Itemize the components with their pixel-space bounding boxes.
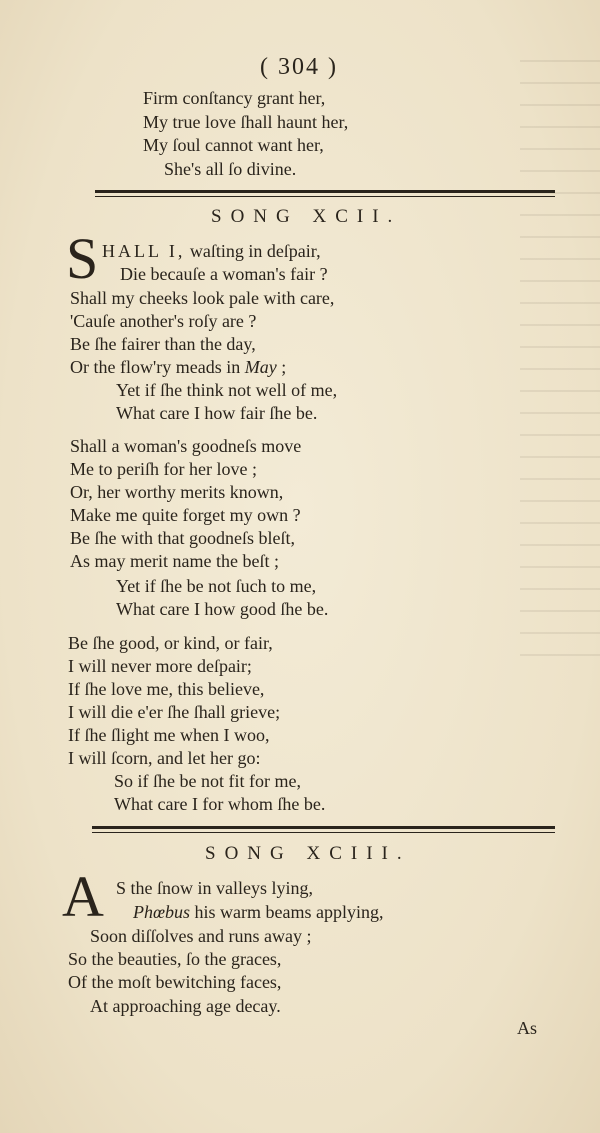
- catchword: As: [517, 1018, 538, 1038]
- verse-line: Be ſhe fairer than the day,: [70, 334, 256, 354]
- section-divider: [95, 190, 555, 193]
- verse-line: What care I how good ſhe be.: [116, 599, 329, 619]
- verse-line: Yet if ſhe be not ſuch to me,: [116, 576, 317, 596]
- verse-line: Or, her worthy merits known,: [70, 482, 284, 502]
- verse-line: Phœbus his warm beams applying,: [133, 902, 384, 922]
- verse-line: As may merit name the beſt ;: [70, 551, 279, 571]
- verse-line: Yet if ſhe think not well of me,: [116, 380, 338, 400]
- verse-line: Die becauſe a woman's fair ?: [120, 264, 328, 284]
- page-number: ( 304 ): [260, 54, 338, 80]
- verse-line: If ſhe ſlight me when I woo,: [68, 725, 270, 745]
- verse-line: If ſhe love me, this believe,: [68, 679, 265, 699]
- verse-line: What care I for whom ſhe be.: [114, 794, 326, 814]
- verse-line: At approaching age decay.: [90, 996, 281, 1016]
- verse-line: Shall my cheeks look pale with care,: [70, 288, 335, 308]
- verse-line: Firm conſtancy grant her,: [143, 88, 326, 108]
- verse-line: So the beauties, ſo the graces,: [68, 949, 282, 969]
- verse-line: HALL I, waſting in deſpair,: [102, 241, 321, 261]
- song-heading: SONG XCIII.: [205, 843, 411, 864]
- verse-line: Be ſhe good, or kind, or fair,: [68, 633, 273, 653]
- verse-line: What care I how fair ſhe be.: [116, 403, 318, 423]
- verse-line: So if ſhe be not fit for me,: [114, 771, 301, 791]
- section-divider-thin: [95, 196, 555, 197]
- verse-line: Make me quite forget my own ?: [70, 505, 301, 525]
- section-divider: [92, 826, 555, 829]
- bleed-through-text: [520, 60, 600, 660]
- section-divider-thin: [92, 832, 555, 833]
- verse-line: Me to periſh for her love ;: [70, 459, 257, 479]
- verse-line: Shall a woman's goodneſs move: [70, 436, 302, 456]
- verse-line: I will die e'er ſhe ſhall grieve;: [68, 702, 281, 722]
- drop-cap: S: [66, 226, 99, 291]
- verse-line: I will ſcorn, and let her go:: [68, 748, 261, 768]
- verse-line: My ſoul cannot want her,: [143, 135, 324, 155]
- song-heading: SONG XCII.: [211, 206, 402, 227]
- verse-line: Be ſhe with that goodneſs bleſt,: [70, 528, 295, 548]
- verse-line: She's all ſo divine.: [164, 159, 297, 179]
- verse-line: 'Cauſe another's roſy are ?: [70, 311, 257, 331]
- verse-line: Soon diſſolves and runs away ;: [90, 926, 312, 946]
- verse-line: S the ſnow in valleys lying,: [116, 878, 313, 898]
- verse-line: I will never more deſpair;: [68, 656, 252, 676]
- verse-line: Or the flow'ry meads in May ;: [70, 357, 287, 377]
- drop-cap: A: [62, 864, 104, 929]
- verse-line: Of the moſt bewitching faces,: [68, 972, 282, 992]
- verse-line: My true love ſhall haunt her,: [143, 112, 349, 132]
